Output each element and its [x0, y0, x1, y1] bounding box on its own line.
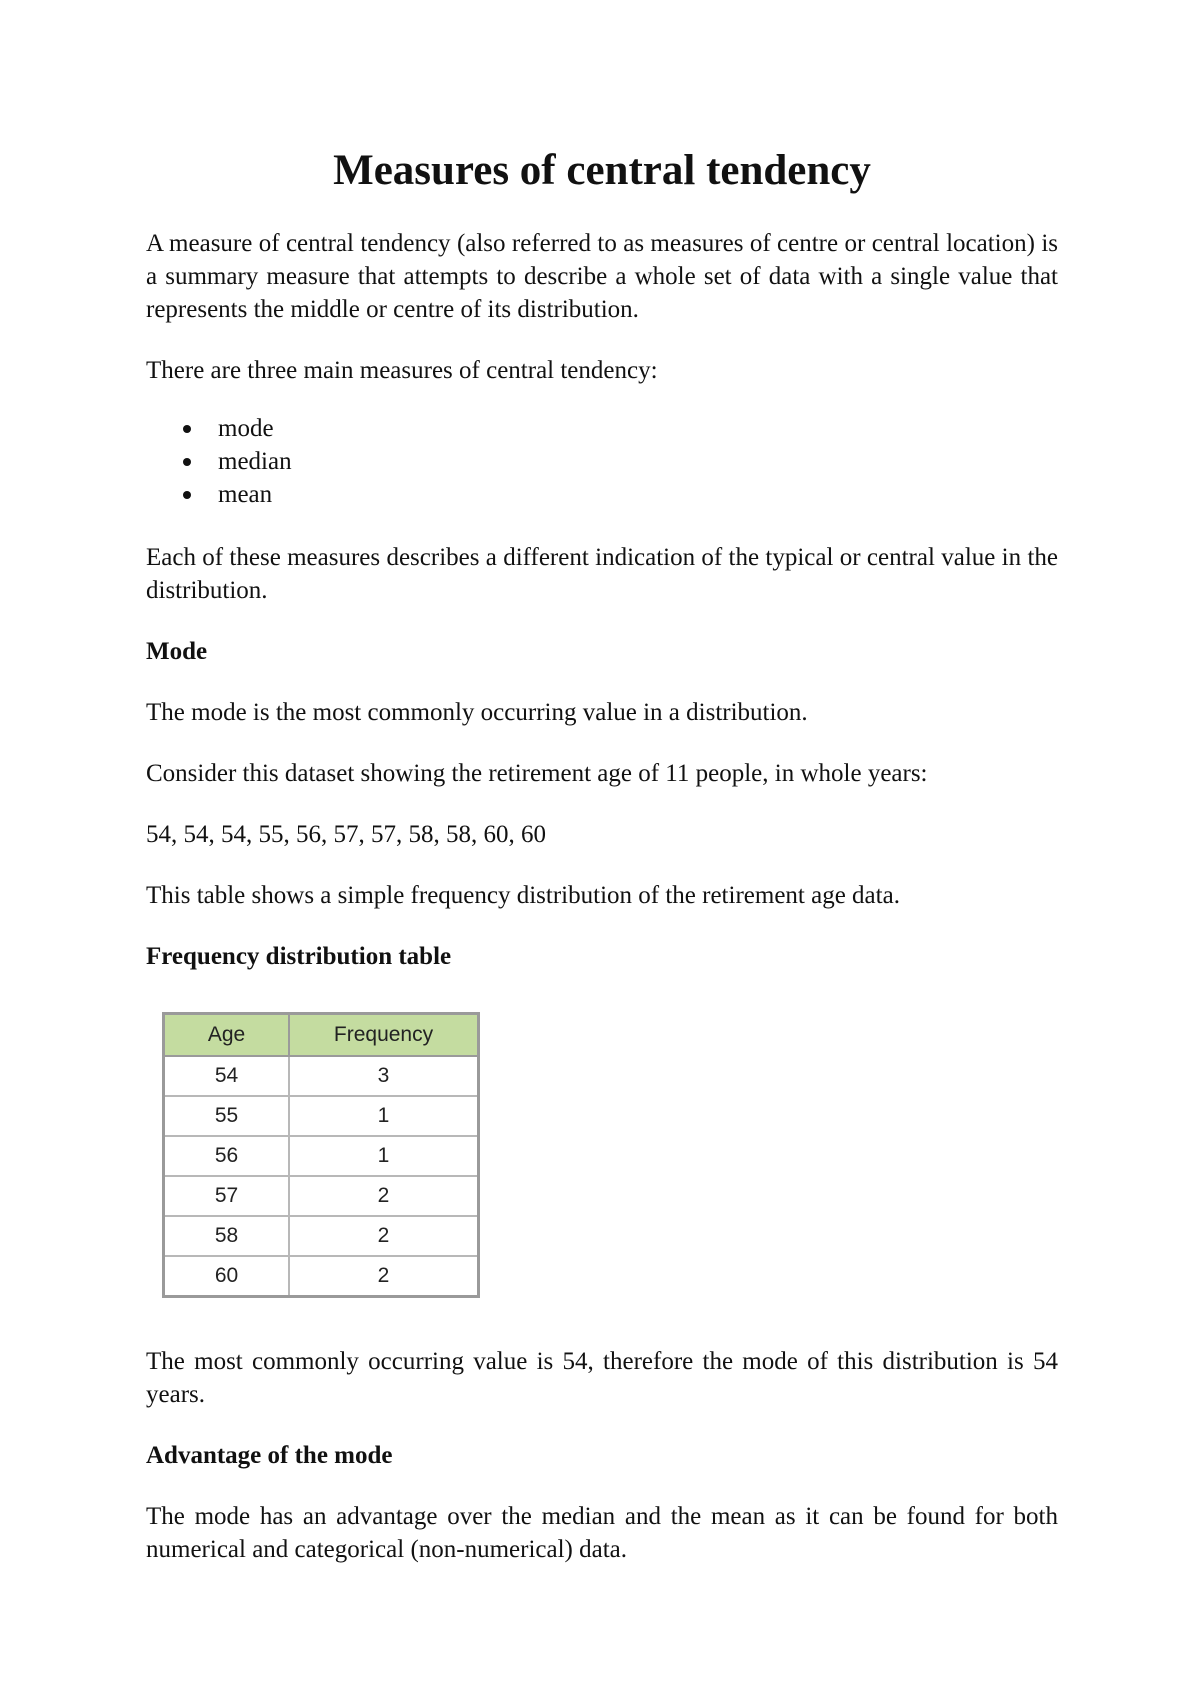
frequency-cell: 2: [289, 1256, 479, 1297]
bullet-icon: [183, 458, 191, 466]
table-row: [164, 1136, 479, 1176]
table-row: [164, 1056, 479, 1096]
age-cell: 58: [164, 1216, 290, 1256]
mode-definition-paragraph: The mode is the most commonly occurring value in a distribution.: [146, 699, 808, 726]
age-cell: 57: [164, 1176, 290, 1216]
table-header-row: [164, 1014, 479, 1057]
page-title: Measures of central tendency: [333, 147, 871, 194]
age-column-header: Age: [164, 1014, 290, 1057]
frequency-table: [162, 1012, 480, 1298]
dataset-values: 54, 54, 54, 55, 56, 57, 57, 58, 58, 60, 60: [146, 821, 546, 848]
table-row: [164, 1256, 479, 1297]
table-row: [164, 1176, 479, 1216]
age-cell: 60: [164, 1256, 290, 1297]
table-row: [164, 1216, 479, 1256]
measures-list: [146, 412, 292, 511]
age-cell: 54: [164, 1056, 290, 1096]
table-heading: Frequency distribution table: [146, 943, 452, 970]
table-row: [164, 1096, 479, 1136]
each-measure-paragraph: Each of these measures describes a different indication of the typical or central value in the distribution.: [146, 544, 1058, 604]
list-item: median: [146, 445, 292, 478]
mode-heading: Mode: [146, 638, 208, 665]
frequency-cell: 2: [289, 1216, 479, 1256]
frequency-cell: 1: [289, 1136, 479, 1176]
consider-paragraph: Consider this dataset showing the retirement age of 11 people, in whole years:: [146, 760, 928, 787]
frequency-cell: 2: [289, 1176, 479, 1216]
frequency-column-header: Frequency: [289, 1014, 479, 1057]
advantage-heading: Advantage of the mode: [146, 1442, 393, 1469]
advantage-paragraph: The mode has an advantage over the median and the mean as it can be found for both numerical and categorical (non-numerical) data.: [146, 1503, 1058, 1563]
mode-conclusion-paragraph: The most commonly occurring value is 54, therefore the mode of this distribution is 54 years.: [146, 1348, 1058, 1408]
intro-paragraph: A measure of central tendency (also referred to as measures of centre or central location) is a summary measure that attempts to describe a whole set of data with a single value that represents the middle or centre of its distribution.: [146, 230, 1058, 323]
three-main-paragraph: There are three main measures of central tendency:: [146, 357, 658, 384]
frequency-cell: 3: [289, 1056, 479, 1096]
age-cell: 55: [164, 1096, 290, 1136]
table-intro-paragraph: This table shows a simple frequency distribution of the retirement age data.: [146, 882, 900, 909]
list-item: mode: [146, 412, 292, 445]
list-item: mean: [146, 478, 292, 511]
bullet-icon: [183, 491, 191, 499]
age-cell: 56: [164, 1136, 290, 1176]
frequency-cell: 1: [289, 1096, 479, 1136]
bullet-icon: [183, 425, 191, 433]
